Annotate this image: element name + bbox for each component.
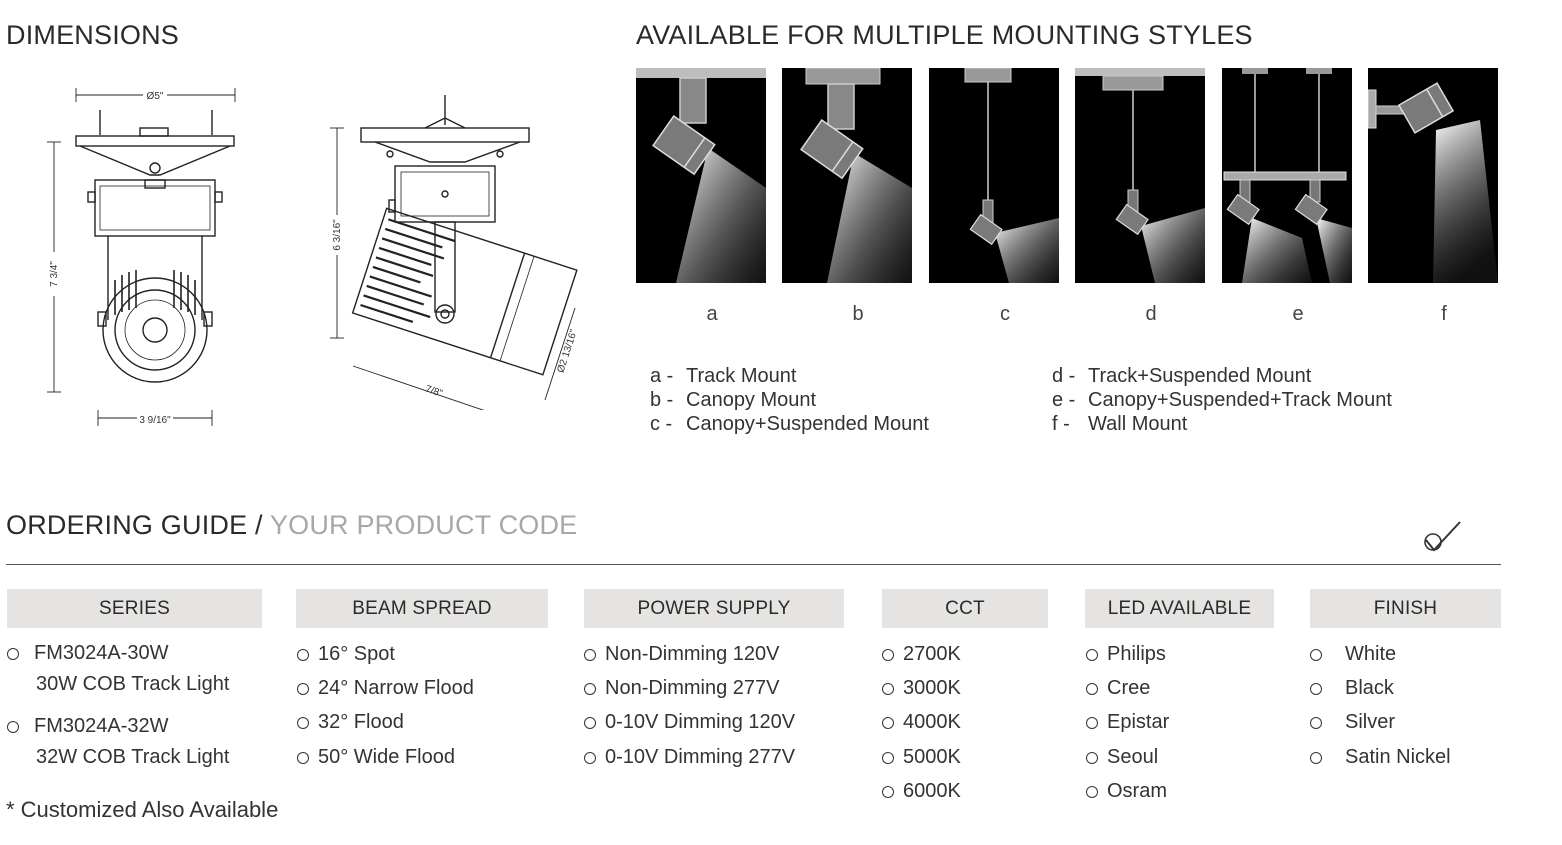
radio-icon[interactable] (1310, 717, 1322, 729)
power-option[interactable]: 0-10V Dimming 120V (584, 711, 795, 734)
radio-icon[interactable] (882, 752, 894, 764)
radio-icon[interactable] (7, 721, 19, 733)
led-option[interactable]: Osram (1086, 780, 1167, 803)
led-option[interactable]: Cree (1086, 677, 1150, 700)
front-view-drawing (40, 80, 260, 435)
mount-image-d (1075, 68, 1205, 283)
ordering-subtitle: YOUR PRODUCT CODE (269, 510, 578, 540)
radio-icon[interactable] (882, 649, 894, 661)
cct-option[interactable]: 3000K (882, 677, 961, 700)
header-power-supply: POWER SUPPLY (584, 589, 844, 628)
mount-image-a (636, 68, 766, 283)
series-option-1[interactable]: FM3024A-30W (7, 642, 169, 665)
cct-option[interactable]: 6000K (882, 780, 961, 803)
radio-icon[interactable] (7, 648, 19, 660)
mount-image-c (929, 68, 1059, 283)
front-base-label: 3 9/16" (139, 415, 171, 426)
radio-icon[interactable] (584, 752, 596, 764)
radio-icon[interactable] (1086, 752, 1098, 764)
radio-icon[interactable] (584, 717, 596, 729)
led-option[interactable]: Seoul (1086, 746, 1158, 769)
side-diameter-label: Ø2 13/16" (555, 328, 580, 375)
header-finish: FINISH (1310, 589, 1501, 628)
radio-icon[interactable] (882, 683, 894, 695)
radio-icon[interactable] (297, 717, 309, 729)
beam-option[interactable]: 32° Flood (297, 711, 404, 734)
ordering-title: ORDERING GUIDE (6, 510, 248, 540)
legend-item-d: d - Track+Suspended Mount (1052, 365, 1312, 387)
legend-item-c: c - Canopy+Suspended Mount (650, 413, 929, 435)
led-option[interactable]: Philips (1086, 643, 1166, 666)
mount-letter-f: f (1441, 303, 1447, 325)
led-option[interactable]: Epistar (1086, 711, 1169, 734)
side-height-label: 6 3/16" (332, 219, 343, 251)
radio-icon[interactable] (1310, 752, 1322, 764)
beam-option[interactable]: 24° Narrow Flood (297, 677, 474, 700)
mounting-heading: AVAILABLE FOR MULTIPLE MOUNTING STYLES (636, 20, 1253, 50)
finish-option[interactable]: Silver (1310, 711, 1395, 734)
series-option-2-desc: 32W COB Track Light (36, 746, 230, 768)
legend-item-a: a - Track Mount (650, 365, 797, 387)
dimensions-heading: DIMENSIONS (6, 20, 180, 50)
radio-icon[interactable] (1086, 786, 1098, 798)
power-option[interactable]: Non-Dimming 120V (584, 643, 780, 666)
header-cct: CCT (882, 589, 1048, 628)
section-divider (6, 564, 1501, 565)
mount-letter-e: e (1292, 303, 1304, 325)
radio-icon[interactable] (1310, 683, 1322, 695)
radio-icon[interactable] (297, 683, 309, 695)
cct-option[interactable]: 5000K (882, 746, 961, 769)
series-option-1-desc: 30W COB Track Light (36, 673, 230, 695)
mount-image-e (1222, 68, 1352, 283)
header-series: SERIES (7, 589, 262, 628)
mount-image-b (782, 68, 912, 283)
mount-letter-d: d (1145, 303, 1157, 325)
front-width-label: Ø5" (146, 91, 164, 102)
power-option[interactable]: Non-Dimming 277V (584, 677, 780, 700)
ordering-separator: / (247, 510, 270, 540)
customization-note: * Customized Also Available (6, 797, 279, 822)
beam-option[interactable]: 50° Wide Flood (297, 746, 455, 769)
header-beam-spread: BEAM SPREAD (296, 589, 548, 628)
radio-icon[interactable] (1086, 649, 1098, 661)
checkmark-icon (1420, 518, 1464, 558)
side-view-drawing (325, 90, 585, 410)
legend-item-f: f - Wall Mount (1052, 413, 1188, 435)
side-length-label: 7/8" (423, 383, 444, 400)
radio-icon[interactable] (882, 717, 894, 729)
radio-icon[interactable] (297, 752, 309, 764)
mount-letter-c: c (1000, 303, 1010, 325)
radio-icon[interactable] (584, 683, 596, 695)
finish-option[interactable]: Satin Nickel (1310, 746, 1451, 769)
mount-image-f (1368, 68, 1498, 283)
finish-option[interactable]: White (1310, 643, 1396, 666)
beam-option[interactable]: 16° Spot (297, 643, 395, 666)
radio-icon[interactable] (1310, 649, 1322, 661)
radio-icon[interactable] (1086, 683, 1098, 695)
legend-item-e: e - Canopy+Suspended+Track Mount (1052, 389, 1392, 411)
ordering-heading (6, 510, 577, 541)
radio-icon[interactable] (882, 786, 894, 798)
mount-letter-a: a (706, 303, 718, 325)
finish-option[interactable]: Black (1310, 677, 1394, 700)
header-led-available: LED AVAILABLE (1085, 589, 1274, 628)
mount-letter-b: b (852, 303, 864, 325)
power-option[interactable]: 0-10V Dimming 277V (584, 746, 795, 769)
radio-icon[interactable] (297, 649, 309, 661)
legend-item-b: b - Canopy Mount (650, 389, 817, 411)
cct-option[interactable]: 4000K (882, 711, 961, 734)
front-height-label: 7 3/4" (49, 261, 60, 287)
series-option-2[interactable]: FM3024A-32W (7, 715, 169, 738)
radio-icon[interactable] (584, 649, 596, 661)
radio-icon[interactable] (1086, 717, 1098, 729)
cct-option[interactable]: 2700K (882, 643, 961, 666)
